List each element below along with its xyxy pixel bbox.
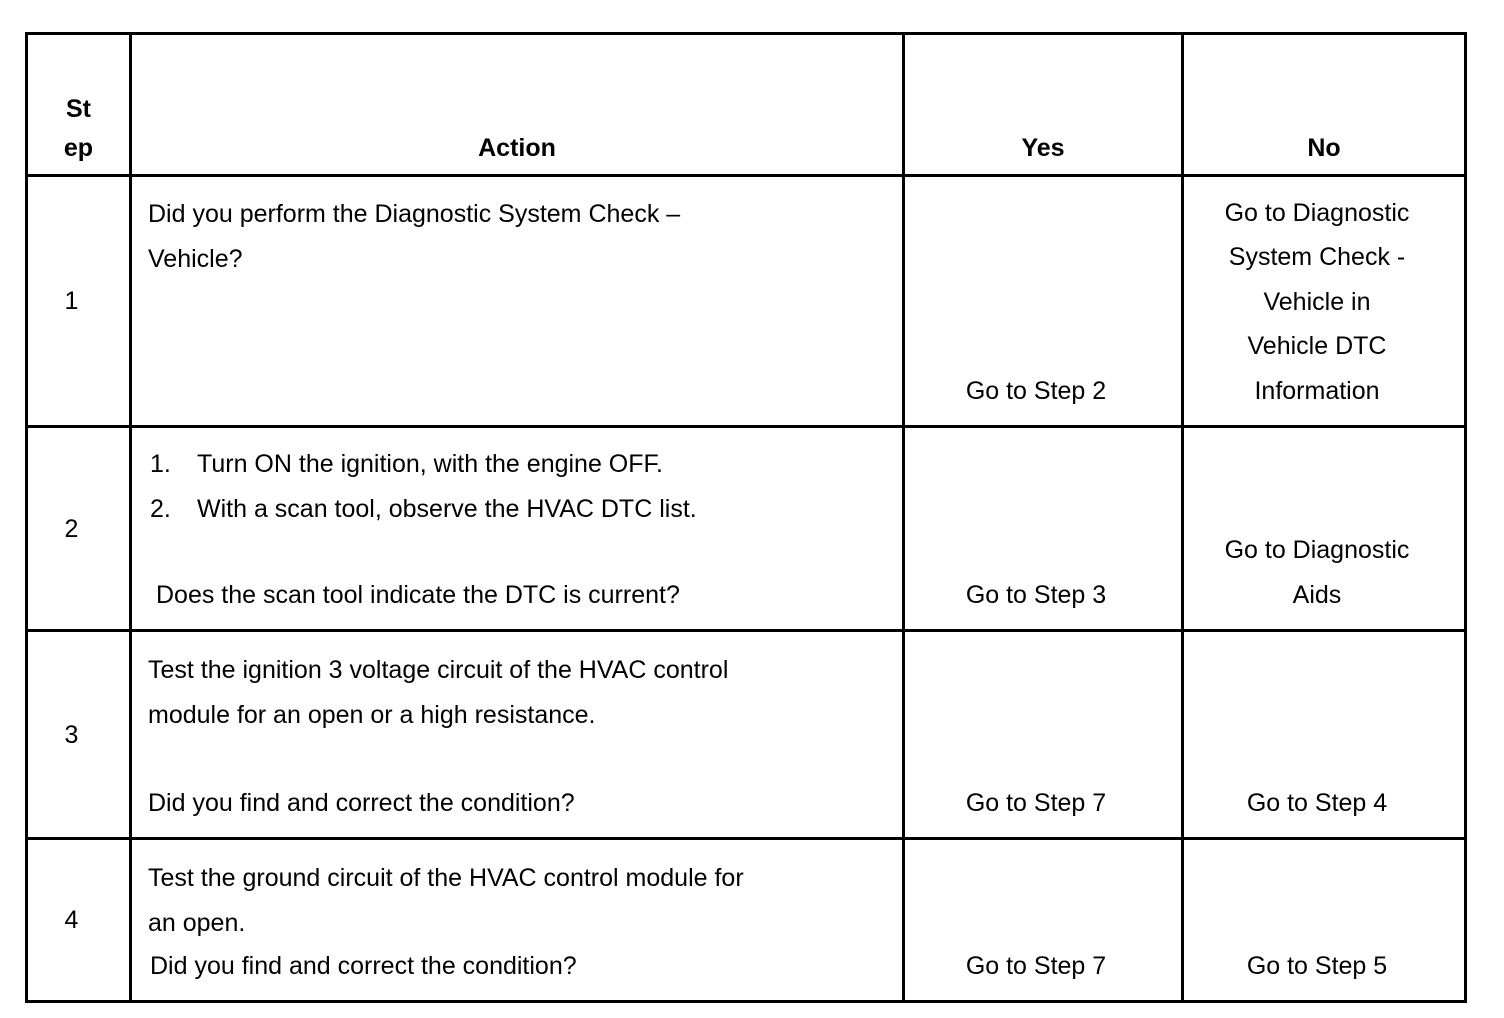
no-line: Vehicle DTC xyxy=(1247,332,1387,360)
no-link[interactable]: Go to Step 4 xyxy=(1246,788,1388,817)
action-cell xyxy=(131,427,904,631)
no-line: Aids xyxy=(1292,580,1342,609)
no-line: Information xyxy=(1254,376,1380,405)
header-row xyxy=(27,34,1466,176)
yes-cell xyxy=(904,176,1183,427)
action-cell xyxy=(131,839,904,1002)
action-steps-list xyxy=(148,442,888,531)
step-cell xyxy=(27,631,131,839)
action-line: an open. xyxy=(148,908,246,937)
no-cell xyxy=(1183,176,1466,427)
header-step-line1: St xyxy=(66,95,91,123)
header-no xyxy=(1183,34,1466,176)
no-cell xyxy=(1183,427,1466,631)
list-item-text: Turn ON the ignition, with the engine OFF. xyxy=(197,450,663,478)
diagnostic-table xyxy=(25,32,1467,1003)
list-item xyxy=(148,442,888,487)
list-item-number: 1. xyxy=(150,450,171,478)
list-item xyxy=(148,487,888,532)
yes-cell xyxy=(904,631,1183,839)
yes-link[interactable]: Go to Step 2 xyxy=(965,376,1107,405)
action-line: Test the ignition 3 voltage circuit of the HVAC control xyxy=(148,656,729,684)
action-line: Test the ground circuit of the HVAC control module for xyxy=(148,864,744,892)
action-line: Did you perform the Diagnostic System Check – xyxy=(148,200,681,228)
list-item-number: 2. xyxy=(150,494,171,523)
no-link[interactable] xyxy=(1184,528,1464,617)
no-line: Go to Diagnostic xyxy=(1224,198,1410,227)
action-question: Did you find and correct the condition? xyxy=(150,951,577,980)
action-line: Vehicle? xyxy=(148,244,243,273)
list-item-text: With a scan tool, observe the HVAC DTC list. xyxy=(197,494,697,523)
yes-cell xyxy=(904,839,1183,1002)
header-action-label: Action xyxy=(478,134,556,162)
no-link[interactable]: Go to Step 5 xyxy=(1246,951,1388,980)
step-number: 4 xyxy=(64,905,79,934)
yes-link[interactable]: Go to Step 3 xyxy=(965,580,1107,609)
table-row-step-1 xyxy=(27,176,1466,427)
yes-link[interactable]: Go to Step 7 xyxy=(965,788,1107,817)
table-row-step-2 xyxy=(27,427,1466,631)
no-line: System Check - xyxy=(1228,243,1406,271)
no-link[interactable] xyxy=(1184,191,1464,414)
no-line: Vehicle in xyxy=(1263,287,1371,316)
action-line: module for an open or a high resistance. xyxy=(148,700,596,729)
yes-link[interactable]: Go to Step 7 xyxy=(965,951,1107,980)
step-cell xyxy=(27,176,131,427)
header-action xyxy=(131,34,904,176)
step-cell xyxy=(27,427,131,631)
step-cell xyxy=(27,839,131,1002)
header-step xyxy=(27,34,131,176)
no-cell xyxy=(1183,631,1466,839)
no-line: Go to Diagnostic xyxy=(1224,536,1410,564)
table-row-step-4 xyxy=(27,839,1466,1002)
action-question: Does the scan tool indicate the DTC is current? xyxy=(156,580,680,609)
header-yes xyxy=(904,34,1183,176)
action-cell xyxy=(131,631,904,839)
step-number: 3 xyxy=(64,720,79,749)
no-cell xyxy=(1183,839,1466,1002)
action-question: Did you find and correct the condition? xyxy=(148,788,575,817)
step-number: 1 xyxy=(64,286,79,315)
header-yes-label: Yes xyxy=(1021,134,1065,162)
step-number: 2 xyxy=(64,514,79,543)
table-row-step-3 xyxy=(27,631,1466,839)
yes-cell xyxy=(904,427,1183,631)
action-cell xyxy=(131,176,904,427)
header-no-label: No xyxy=(1307,134,1341,162)
header-step-line2: ep xyxy=(63,134,94,162)
